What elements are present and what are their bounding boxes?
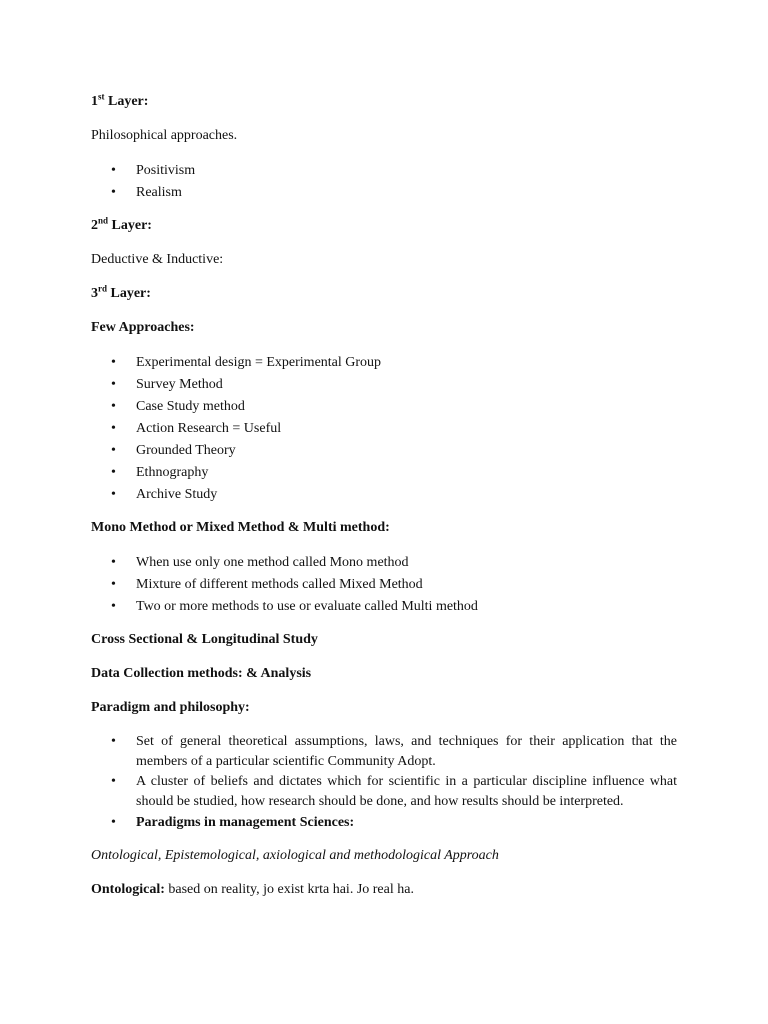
- list-item: • Archive Study: [111, 487, 218, 502]
- list-item: • Survey Method: [111, 377, 223, 392]
- layer1-list: [91, 160, 677, 204]
- list-item: • Paradigms in management Sciences:: [111, 815, 355, 830]
- list-item: • Mixture of different methods called Mixed Method: [111, 577, 423, 592]
- mono-method-heading: Mono Method or Mixed Method & Multi method:: [91, 520, 390, 535]
- italic-approach-line: Ontological, Epistemological, axiological and methodological Approach: [91, 848, 499, 863]
- cross-sectional-heading: Cross Sectional & Longitudinal Study: [91, 632, 318, 647]
- approaches-list: [91, 352, 677, 506]
- layer2-heading: 2nd Layer:: [91, 215, 152, 233]
- document-content: [91, 92, 677, 900]
- few-approaches-heading: Few Approaches:: [91, 320, 195, 335]
- list-item: • Experimental design = Experimental Group: [111, 355, 382, 370]
- paradigm-list: [91, 732, 677, 834]
- data-collection-heading: Data Collection methods: & Analysis: [91, 666, 312, 681]
- paradigm-heading: Paradigm and philosophy:: [91, 700, 250, 715]
- list-item: • Case Study method: [111, 399, 245, 414]
- list-item: • Ethnography: [111, 465, 209, 480]
- layer2-text: Deductive & Inductive:: [91, 252, 224, 267]
- layer1-text: Philosophical approaches.: [91, 128, 238, 143]
- list-item: • Positivism: [111, 163, 196, 178]
- list-item: • Two or more methods to use or evaluate called Multi method: [111, 599, 478, 614]
- layer1-heading: 1st Layer:: [91, 91, 149, 109]
- mono-method-list: [91, 552, 677, 618]
- list-item: • Realism: [111, 185, 182, 200]
- ontological-line: Ontological: based on reality, jo exist krta hai. Jo real ha.: [91, 882, 414, 897]
- list-item: • When use only one method called Mono method: [111, 555, 409, 570]
- layer3-heading: 3rd Layer:: [91, 283, 151, 301]
- list-item: • Set of general theoretical assumptions, laws, and techniques for their application that the members of a particular scientific Community Adopt.: [111, 734, 677, 769]
- list-item: • A cluster of beliefs and dictates which for scientific in a particular discipline influence what should be studied, how research should be done, and how results should be interpreted.: [111, 774, 677, 809]
- list-item: • Grounded Theory: [111, 443, 236, 458]
- list-item: • Action Research = Useful: [111, 421, 282, 436]
